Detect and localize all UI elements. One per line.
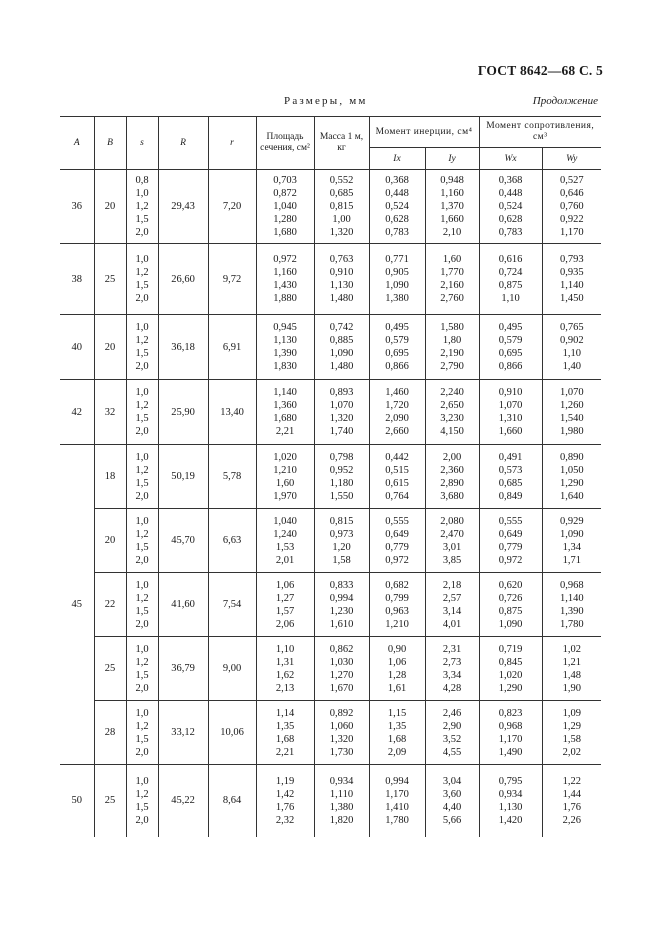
cell-s: 1,0 1,2 1,5 2,0 [126,701,158,765]
cell-Ix: 0,682 0,799 0,963 1,210 [369,573,425,637]
cell-Wx: 0,616 0,724 0,875 1,10 [479,244,542,315]
cell-A: 40 [60,315,94,380]
cell-A: 45 [60,445,94,765]
cell-area: 1,06 1,27 1,57 2,06 [256,573,314,637]
cell-Ix: 0,771 0,905 1,090 1,380 [369,244,425,315]
cell-Iy: 1,580 1,80 2,190 2,790 [425,315,479,380]
cell-B: 25 [94,765,126,837]
cell-Wy: 1,070 1,260 1,540 1,980 [542,380,601,445]
cell-mass: 0,934 1,110 1,380 1,820 [314,765,369,837]
cell-mass: 0,742 0,885 1,090 1,480 [314,315,369,380]
table-row [60,765,601,837]
cell-area: 1,10 1,31 1,62 2,13 [256,637,314,701]
col-header-Wy: Wy [542,148,601,170]
col-header-resistance: Момент сопротивления, см³ [479,117,601,148]
cell-s: 0,8 1,0 1,2 1,5 2,0 [126,170,158,244]
cell-R: 33,12 [158,701,208,765]
cell-Wy: 0,929 1,090 1,34 1,71 [542,509,601,573]
cell-Wy: 1,02 1,21 1,48 1,90 [542,637,601,701]
cell-R: 45,22 [158,765,208,837]
units-caption: Размеры, мм [284,95,368,107]
cell-Iy: 0,948 1,160 1,370 1,660 2,10 [425,170,479,244]
cell-Wx: 0,719 0,845 1,020 1,290 [479,637,542,701]
col-header-Iy: Iy [425,148,479,170]
cell-mass: 0,815 0,973 1,20 1,58 [314,509,369,573]
cell-Wy: 0,527 0,646 0,760 0,922 1,170 [542,170,601,244]
cell-mass: 0,892 1,060 1,320 1,730 [314,701,369,765]
cell-Iy: 2,00 2,360 2,890 3,680 [425,445,479,509]
cell-Ix: 0,90 1,06 1,28 1,61 [369,637,425,701]
cell-r: 9,00 [208,637,256,701]
col-header-r: r [208,117,256,170]
cell-Wx: 0,795 0,934 1,130 1,420 [479,765,542,837]
cell-Ix: 0,368 0,448 0,524 0,628 0,783 [369,170,425,244]
cell-s: 1,0 1,2 1,5 2,0 [126,445,158,509]
cell-mass: 0,798 0,952 1,180 1,550 [314,445,369,509]
table-row [60,315,601,380]
col-header-B: B [94,117,126,170]
cell-area: 1,14 1,35 1,68 2,21 [256,701,314,765]
cell-r: 8,64 [208,765,256,837]
cell-s: 1,0 1,2 1,5 2,0 [126,509,158,573]
cell-Ix: 0,555 0,649 0,779 0,972 [369,509,425,573]
cell-Wy: 1,22 1,44 1,76 2,26 [542,765,601,837]
cell-Wy: 0,968 1,140 1,390 1,780 [542,573,601,637]
cell-Wy: 0,793 0,935 1,140 1,450 [542,244,601,315]
cell-s: 1,0 1,2 1,5 2,0 [126,315,158,380]
cell-r: 6,91 [208,315,256,380]
cell-r: 10,06 [208,701,256,765]
cell-s: 1,0 1,2 1,5 2,0 [126,380,158,445]
col-header-R: R [158,117,208,170]
cell-Iy: 2,31 2,73 3,34 4,28 [425,637,479,701]
cell-Wy: 0,765 0,902 1,10 1,40 [542,315,601,380]
col-header-Ix: Ix [369,148,425,170]
cell-area: 1,19 1,42 1,76 2,32 [256,765,314,837]
cell-A: 50 [60,765,94,837]
cell-A: 38 [60,244,94,315]
cell-R: 26,60 [158,244,208,315]
cell-A: 36 [60,170,94,244]
cell-Wx: 0,823 0,968 1,170 1,490 [479,701,542,765]
cell-r: 7,20 [208,170,256,244]
table-body [60,170,601,837]
table-row [60,445,601,509]
cell-R: 41,60 [158,573,208,637]
cell-Wx: 0,368 0,448 0,524 0,628 0,783 [479,170,542,244]
cell-A: 42 [60,380,94,445]
col-header-inertia: Момент инерции, см⁴ [369,117,479,148]
cell-area: 1,140 1,360 1,680 2,21 [256,380,314,445]
cell-B: 28 [94,701,126,765]
cell-r: 9,72 [208,244,256,315]
cell-B: 32 [94,380,126,445]
cell-r: 5,78 [208,445,256,509]
cell-R: 36,18 [158,315,208,380]
cell-area: 0,972 1,160 1,430 1,880 [256,244,314,315]
cell-Iy: 2,080 2,470 3,01 3,85 [425,509,479,573]
cell-R: 36,79 [158,637,208,701]
cell-s: 1,0 1,2 1,5 2,0 [126,765,158,837]
cell-Ix: 0,495 0,579 0,695 0,866 [369,315,425,380]
cell-Ix: 1,460 1,720 2,090 2,660 [369,380,425,445]
cell-s: 1,0 1,2 1,5 2,0 [126,244,158,315]
cell-area: 0,703 0,872 1,040 1,280 1,680 [256,170,314,244]
cell-Wx: 0,910 1,070 1,310 1,660 [479,380,542,445]
col-header-area: Площадь сечения, см² [256,117,314,170]
cell-B: 22 [94,573,126,637]
cell-Iy: 2,240 2,650 3,230 4,150 [425,380,479,445]
dimensions-table [60,116,601,837]
col-header-A: A [60,117,94,170]
cell-r: 7,54 [208,573,256,637]
table-row [60,637,601,701]
cell-Iy: 2,18 2,57 3,14 4,01 [425,573,479,637]
cell-B: 25 [94,244,126,315]
cell-Wy: 1,09 1,29 1,58 2,02 [542,701,601,765]
table-row [60,244,601,315]
cell-Ix: 1,15 1,35 1,68 2,09 [369,701,425,765]
table-row [60,509,601,573]
cell-B: 18 [94,445,126,509]
continued-label: Продолжение [532,95,598,107]
cell-s: 1,0 1,2 1,5 2,0 [126,637,158,701]
cell-mass: 0,552 0,685 0,815 1,00 1,320 [314,170,369,244]
cell-s: 1,0 1,2 1,5 2,0 [126,573,158,637]
cell-B: 25 [94,637,126,701]
cell-r: 13,40 [208,380,256,445]
cell-Wx: 0,491 0,573 0,685 0,849 [479,445,542,509]
col-header-s: s [126,117,158,170]
cell-mass: 0,833 0,994 1,230 1,610 [314,573,369,637]
cell-R: 50,19 [158,445,208,509]
cell-Iy: 1,60 1,770 2,160 2,760 [425,244,479,315]
cell-area: 0,945 1,130 1,390 1,830 [256,315,314,380]
cell-Ix: 0,442 0,515 0,615 0,764 [369,445,425,509]
table-row [60,380,601,445]
cell-Wx: 0,620 0,726 0,875 1,090 [479,573,542,637]
cell-Ix: 0,994 1,170 1,410 1,780 [369,765,425,837]
page-header: ГОСТ 8642—68 С. 5 [477,63,603,78]
cell-r: 6,63 [208,509,256,573]
cell-area: 1,040 1,240 1,53 2,01 [256,509,314,573]
cell-Iy: 2,46 2,90 3,52 4,55 [425,701,479,765]
cell-Wy: 0,890 1,050 1,290 1,640 [542,445,601,509]
cell-R: 25,90 [158,380,208,445]
cell-Wx: 0,555 0,649 0,779 0,972 [479,509,542,573]
cell-area: 1,020 1,210 1,60 1,970 [256,445,314,509]
cell-R: 29,43 [158,170,208,244]
cell-R: 45,70 [158,509,208,573]
table-row [60,573,601,637]
cell-B: 20 [94,509,126,573]
cell-mass: 0,763 0,910 1,130 1,480 [314,244,369,315]
cell-Wx: 0,495 0,579 0,695 0,866 [479,315,542,380]
cell-B: 20 [94,315,126,380]
cell-mass: 0,893 1,070 1,320 1,740 [314,380,369,445]
cell-Iy: 3,04 3,60 4,40 5,66 [425,765,479,837]
table-row [60,170,601,244]
col-header-Wx: Wx [479,148,542,170]
col-header-mass: Масса 1 м, кг [314,117,369,170]
cell-mass: 0,862 1,030 1,270 1,670 [314,637,369,701]
table-row [60,701,601,765]
cell-B: 20 [94,170,126,244]
